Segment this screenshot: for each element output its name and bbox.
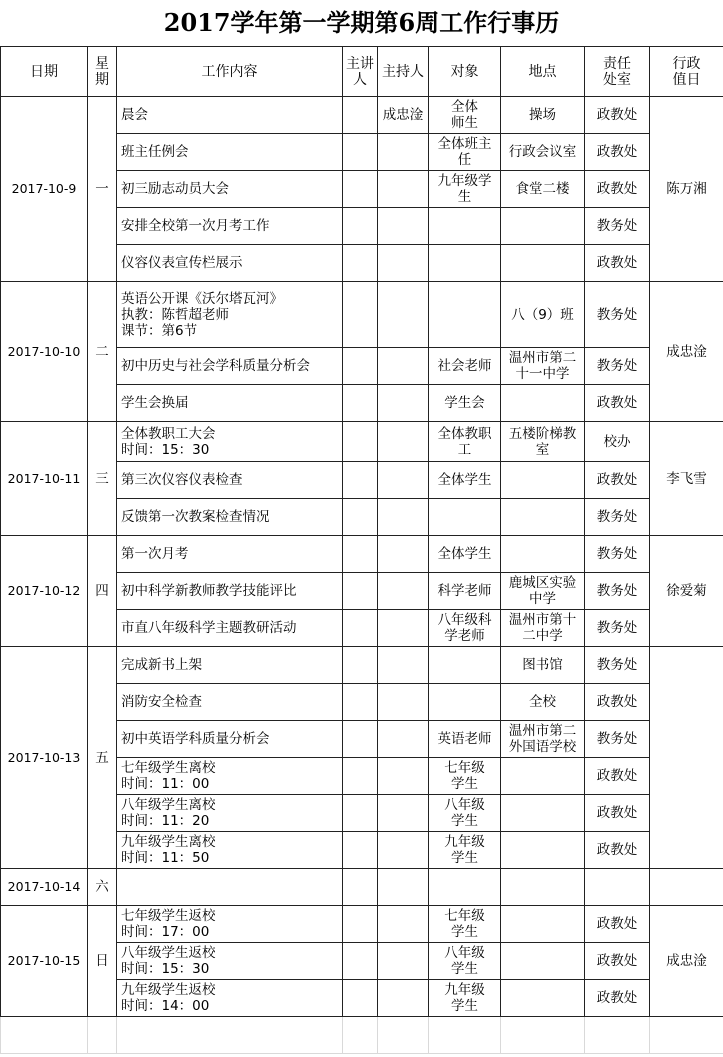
- task-line: 时间：11：00: [121, 776, 210, 792]
- task-line: 初中英语学科质量分析会: [121, 731, 270, 747]
- table-row: [1, 282, 723, 348]
- host-cell: [378, 832, 429, 869]
- place-line: 全校: [529, 694, 556, 710]
- empty-cell: [585, 1017, 650, 1054]
- header-duty: [650, 47, 723, 97]
- target-cell: [429, 422, 501, 462]
- target-cell: [429, 610, 501, 647]
- target-line: 全体学生: [437, 472, 492, 488]
- target-cell: [429, 573, 501, 610]
- task-content: [117, 536, 343, 573]
- speaker-cell: [343, 422, 378, 462]
- office-cell: 政教处: [585, 795, 650, 832]
- speaker-cell: [343, 208, 378, 245]
- target-line: 八年级: [444, 797, 485, 813]
- host-cell: [378, 536, 429, 573]
- speaker-cell: [343, 721, 378, 758]
- header-row: [1, 47, 723, 97]
- duty-cell: 李飞雪: [650, 422, 723, 536]
- table-row: [1, 906, 723, 943]
- place-cell: [501, 721, 585, 758]
- duty-cell: 成忠淦: [650, 906, 723, 1017]
- task-content: [117, 573, 343, 610]
- table-row: [1, 422, 723, 462]
- speaker-cell: [343, 647, 378, 684]
- office-cell: 政教处: [585, 134, 650, 171]
- header-target: 对象: [429, 47, 501, 97]
- office-cell: 教务处: [585, 536, 650, 573]
- task-content: [117, 499, 343, 536]
- target-line: 英语老师: [437, 731, 492, 747]
- target-line: 七年级: [444, 760, 485, 776]
- target-cell: [429, 980, 501, 1017]
- header-speaker: [343, 47, 378, 97]
- task-content: [117, 245, 343, 282]
- empty-cell: [1, 1017, 88, 1054]
- target-line: 九年级: [444, 982, 485, 998]
- place-line: 食堂二楼: [515, 181, 570, 197]
- target-line: 学生会: [444, 395, 485, 411]
- duty-cell: 徐爱菊: [650, 536, 723, 647]
- task-content: [117, 610, 343, 647]
- header-office-line: 处室: [603, 71, 631, 88]
- task-line: 学生会换届: [121, 395, 189, 411]
- target-line: 工: [457, 441, 472, 458]
- target-cell: [429, 647, 501, 684]
- place-cell: [501, 573, 585, 610]
- place-cell: [501, 97, 585, 134]
- duty-cell: [650, 869, 723, 906]
- task-content: [117, 980, 343, 1017]
- weekday-cell: 日: [88, 906, 117, 1017]
- weekday-cell: 一: [88, 97, 117, 282]
- task-line: 晨会: [121, 107, 148, 123]
- office-cell: 教务处: [585, 348, 650, 385]
- place-cell: [501, 980, 585, 1017]
- speaker-cell: [343, 573, 378, 610]
- target-cell: [429, 684, 501, 721]
- host-cell: [378, 208, 429, 245]
- speaker-cell: [343, 348, 378, 385]
- host-cell: [378, 385, 429, 422]
- office-cell: 政教处: [585, 684, 650, 721]
- place-line: 温州市第十: [508, 612, 577, 628]
- place-cell: [501, 536, 585, 573]
- speaker-cell: [343, 536, 378, 573]
- office-cell: 政教处: [585, 943, 650, 980]
- place-cell: [501, 208, 585, 245]
- task-line: 八年级学生返校: [121, 945, 216, 961]
- task-line: 反馈第一次教案检查情况: [121, 509, 270, 525]
- target-cell: [429, 97, 501, 134]
- task-content: [117, 758, 343, 795]
- speaker-cell: [343, 869, 378, 906]
- target-cell: [429, 385, 501, 422]
- target-cell: [429, 282, 501, 348]
- task-line: 执教：陈哲超老师: [121, 306, 229, 323]
- office-cell: 教务处: [585, 647, 650, 684]
- office-cell: 教务处: [585, 573, 650, 610]
- target-line: 学生: [451, 850, 478, 866]
- task-content: [117, 171, 343, 208]
- speaker-cell: [343, 610, 378, 647]
- date-cell: 2017-10-11: [1, 422, 88, 536]
- place-cell: [501, 758, 585, 795]
- target-line: 全体教职: [437, 425, 492, 442]
- speaker-cell: [343, 171, 378, 208]
- place-cell: [501, 906, 585, 943]
- speaker-cell: [343, 134, 378, 171]
- date-cell: 2017-10-12: [1, 536, 88, 647]
- office-cell: 教务处: [585, 282, 650, 348]
- speaker-cell: [343, 758, 378, 795]
- target-cell: [429, 245, 501, 282]
- target-line: 八年级科: [437, 612, 492, 628]
- host-cell: [378, 282, 429, 348]
- office-cell: 教务处: [585, 208, 650, 245]
- place-cell: [501, 647, 585, 684]
- date-cell: 2017-10-15: [1, 906, 88, 1017]
- empty-cell: [429, 1017, 501, 1054]
- place-cell: [501, 943, 585, 980]
- target-cell: [429, 171, 501, 208]
- task-line: 市直八年级科学主题教研活动: [121, 620, 297, 636]
- duty-cell: 成忠淦: [650, 282, 723, 422]
- task-line: 全体教职工大会: [121, 425, 216, 442]
- target-line: 九年级学: [437, 173, 492, 189]
- date-cell: 2017-10-10: [1, 282, 88, 422]
- host-cell: [378, 573, 429, 610]
- host-cell: [378, 134, 429, 171]
- weekday-cell: 三: [88, 422, 117, 536]
- target-line: 全体: [451, 99, 478, 115]
- target-line: 九年级: [444, 834, 485, 850]
- date-cell: 2017-10-14: [1, 869, 88, 906]
- host-cell: [378, 758, 429, 795]
- duty-cell: 陈万湘: [650, 97, 723, 282]
- target-cell: [429, 906, 501, 943]
- target-cell: [429, 462, 501, 499]
- target-line: 社会老师: [437, 358, 492, 374]
- target-line: 学生: [451, 776, 478, 792]
- task-line: 仪容仪表宣传栏展示: [121, 255, 243, 271]
- place-cell: [501, 832, 585, 869]
- header-weekday: 星期: [88, 47, 117, 97]
- target-line: 生: [457, 189, 472, 205]
- task-content: [117, 422, 343, 462]
- task-line: 九年级学生返校: [121, 982, 216, 998]
- office-cell: 政教处: [585, 171, 650, 208]
- target-cell: [429, 721, 501, 758]
- host-cell: 成忠淦: [378, 97, 429, 134]
- table-row: [1, 536, 723, 573]
- header-place: 地点: [501, 47, 585, 97]
- host-cell: [378, 171, 429, 208]
- task-line: 初中历史与社会学科质量分析会: [121, 358, 310, 374]
- task-line: 课节：第6节: [121, 322, 198, 339]
- speaker-cell: [343, 980, 378, 1017]
- task-content: [117, 385, 343, 422]
- weekday-cell: 四: [88, 536, 117, 647]
- header-office-line: 责任: [603, 55, 631, 72]
- task-content: [117, 832, 343, 869]
- speaker-cell: [343, 499, 378, 536]
- table-row: [1, 869, 723, 906]
- target-line: 师生: [451, 115, 478, 131]
- target-line: 学老师: [444, 628, 485, 644]
- speaker-cell: [343, 462, 378, 499]
- place-line: 二中学: [522, 628, 563, 644]
- target-cell: [429, 832, 501, 869]
- target-line: 任: [457, 152, 472, 168]
- header-duty-line: 值日: [672, 71, 701, 88]
- task-line: 初中科学新教师教学技能评比: [121, 583, 297, 599]
- office-cell: 政教处: [585, 245, 650, 282]
- place-cell: [501, 869, 585, 906]
- place-line: 中学: [529, 591, 556, 607]
- place-line: 十一中学: [515, 366, 570, 382]
- target-cell: [429, 348, 501, 385]
- task-line: 第一次月考: [121, 546, 189, 562]
- weekday-cell: 五: [88, 647, 117, 869]
- host-cell: [378, 795, 429, 832]
- speaker-cell: [343, 282, 378, 348]
- task-line: 第三次仪容仪表检查: [121, 472, 243, 488]
- office-cell: 政教处: [585, 758, 650, 795]
- empty-cell: [343, 1017, 378, 1054]
- page-title: 2017学年第一学期第6周工作行事历: [163, 8, 560, 37]
- place-line: 温州市第二: [508, 723, 577, 739]
- speaker-cell: [343, 832, 378, 869]
- office-cell: 政教处: [585, 906, 650, 943]
- target-cell: [429, 499, 501, 536]
- host-cell: [378, 906, 429, 943]
- task-content: [117, 348, 343, 385]
- speaker-cell: [343, 245, 378, 282]
- host-cell: [378, 943, 429, 980]
- host-cell: [378, 869, 429, 906]
- task-content: [117, 795, 343, 832]
- speaker-cell: [343, 795, 378, 832]
- host-cell: [378, 980, 429, 1017]
- host-cell: [378, 684, 429, 721]
- place-cell: [501, 422, 585, 462]
- task-line: 时间：15：30: [121, 961, 210, 977]
- place-cell: [501, 499, 585, 536]
- place-line: 图书馆: [522, 657, 563, 673]
- date-cell: 2017-10-13: [1, 647, 88, 869]
- place-cell: [501, 684, 585, 721]
- place-line: 外国语学校: [508, 739, 577, 755]
- target-line: 学生: [451, 961, 478, 977]
- task-line: 消防安全检查: [121, 694, 202, 710]
- office-cell: 教务处: [585, 610, 650, 647]
- place-line: 鹿城区实验: [508, 575, 577, 591]
- speaker-cell: [343, 385, 378, 422]
- task-line: 班主任例会: [121, 144, 189, 160]
- target-line: 七年级: [444, 908, 485, 924]
- host-cell: [378, 610, 429, 647]
- target-cell: [429, 536, 501, 573]
- header-date: 日期: [1, 47, 88, 97]
- task-content: [117, 906, 343, 943]
- place-cell: [501, 610, 585, 647]
- task-line: 九年级学生离校: [121, 834, 216, 850]
- task-content: [117, 462, 343, 499]
- empty-cell: [117, 1017, 343, 1054]
- host-cell: [378, 721, 429, 758]
- place-cell: [501, 795, 585, 832]
- place-cell: [501, 282, 585, 348]
- place-cell: [501, 385, 585, 422]
- header-speaker-line: 人: [353, 71, 367, 88]
- target-cell: [429, 795, 501, 832]
- office-cell: 政教处: [585, 385, 650, 422]
- place-cell: [501, 134, 585, 171]
- speaker-cell: [343, 97, 378, 134]
- empty-cell: [501, 1017, 585, 1054]
- task-line: 七年级学生离校: [121, 760, 216, 776]
- place-line: 操场: [529, 107, 556, 123]
- target-line: 学生: [451, 924, 478, 940]
- task-line: 时间：15：30: [121, 441, 210, 458]
- weekday-cell: 二: [88, 282, 117, 422]
- office-cell: 政教处: [585, 97, 650, 134]
- target-line: 学生: [451, 813, 478, 829]
- header-duty-line: 行政: [672, 55, 701, 72]
- target-line: 学生: [451, 998, 478, 1014]
- speaker-cell: [343, 684, 378, 721]
- host-cell: [378, 348, 429, 385]
- task-content: [117, 721, 343, 758]
- empty-cell: [650, 1017, 723, 1054]
- target-cell: [429, 134, 501, 171]
- host-cell: [378, 422, 429, 462]
- target-cell: [429, 943, 501, 980]
- task-line: 八年级学生离校: [121, 797, 216, 813]
- office-cell: 政教处: [585, 832, 650, 869]
- target-cell: [429, 208, 501, 245]
- header-content: 工作内容: [117, 47, 343, 97]
- office-cell: 教务处: [585, 499, 650, 536]
- header-speaker-line: 主讲: [346, 55, 374, 72]
- place-cell: [501, 245, 585, 282]
- host-cell: [378, 499, 429, 536]
- place-cell: [501, 462, 585, 499]
- host-cell: [378, 462, 429, 499]
- office-cell: 教务处: [585, 721, 650, 758]
- place-line: 室: [535, 441, 550, 458]
- empty-cell: [88, 1017, 117, 1054]
- task-content: [117, 282, 343, 348]
- task-line: 英语公开课《沃尔塔瓦河》: [121, 290, 283, 307]
- office-cell: 政教处: [585, 980, 650, 1017]
- date-cell: 2017-10-9: [1, 97, 88, 282]
- task-content: [117, 208, 343, 245]
- task-line: 初三励志动员大会: [121, 181, 229, 197]
- task-content: [117, 97, 343, 134]
- office-cell: 政教处: [585, 462, 650, 499]
- task-line: 时间：11：50: [121, 850, 210, 866]
- task-content: [117, 134, 343, 171]
- place-cell: [501, 171, 585, 208]
- header-host: 主持人: [378, 47, 429, 97]
- table-row: [1, 647, 723, 684]
- target-cell: [429, 869, 501, 906]
- task-content: [117, 684, 343, 721]
- target-cell: [429, 758, 501, 795]
- task-content: [117, 869, 343, 906]
- task-line: 时间：11：20: [121, 813, 210, 829]
- weekday-cell: 六: [88, 869, 117, 906]
- place-line: 行政会议室: [508, 144, 577, 160]
- place-line: 温州市第二: [508, 350, 577, 366]
- task-line: 七年级学生返校: [121, 908, 216, 924]
- target-line: 科学老师: [437, 583, 492, 599]
- place-line: 五楼阶梯教: [508, 425, 577, 442]
- speaker-cell: [343, 906, 378, 943]
- schedule-table: [0, 46, 723, 1054]
- task-line: 时间：17：00: [121, 924, 210, 940]
- table-row: [1, 97, 723, 134]
- target-line: 全体班主: [437, 136, 492, 152]
- header-office: [585, 47, 650, 97]
- task-content: [117, 647, 343, 684]
- place-line: 八（9）班: [511, 306, 574, 323]
- host-cell: [378, 245, 429, 282]
- task-line: 时间：14：00: [121, 998, 210, 1014]
- office-cell: [585, 869, 650, 906]
- target-line: 八年级: [444, 945, 485, 961]
- target-line: 全体学生: [437, 546, 492, 562]
- task-line: 完成新书上架: [121, 657, 202, 673]
- empty-row: [1, 1017, 723, 1054]
- duty-cell: [650, 647, 723, 869]
- host-cell: [378, 647, 429, 684]
- empty-cell: [378, 1017, 429, 1054]
- task-content: [117, 943, 343, 980]
- office-cell: 校办: [585, 422, 650, 462]
- place-cell: [501, 348, 585, 385]
- task-line: 安排全校第一次月考工作: [121, 218, 270, 234]
- speaker-cell: [343, 943, 378, 980]
